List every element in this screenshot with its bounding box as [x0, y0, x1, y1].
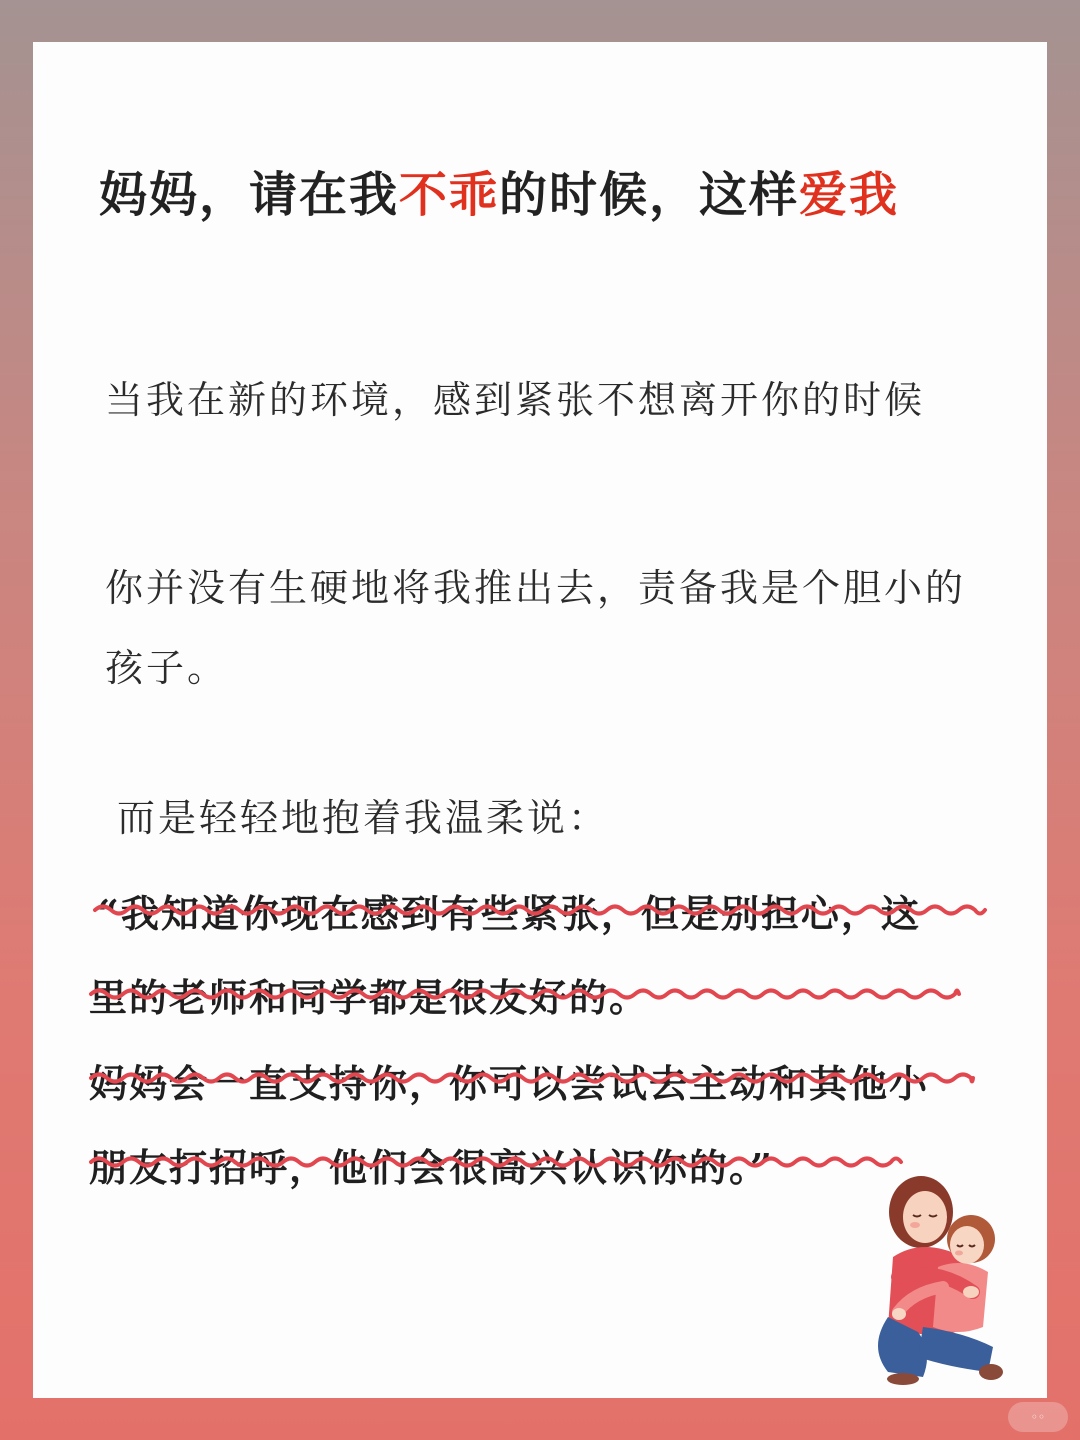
- quote-line-4: 朋友打招呼，他们会很高兴认识你的。”: [89, 1145, 774, 1190]
- paragraph-3: 而是轻轻地抱着我温柔说：: [117, 796, 610, 840]
- mother-hugging-child-illustration: [843, 1167, 1023, 1392]
- title-part-1: 妈妈，请在我: [99, 167, 400, 223]
- title-accent-1: 不乖: [399, 167, 500, 223]
- paragraph-2: 你并没有生硬地将我推出去，责备我是个胆小的孩子。: [105, 566, 967, 690]
- title-accent-2: 爱我: [799, 167, 900, 223]
- page-title: [99, 160, 999, 230]
- paragraph-1: 当我在新的环境，感到紧张不想离开你的时候: [105, 378, 926, 422]
- title-part-2: 的时候，这样: [499, 167, 800, 223]
- quote-line-2: 里的老师和同学都是很友好的。: [89, 975, 650, 1020]
- quote-line-1: “我知道你现在感到有些紧张，但是别担心，这: [97, 891, 921, 936]
- watermark-logo: ◦◦: [1008, 1402, 1068, 1432]
- content-card: [33, 42, 1047, 1398]
- quote-line-3: 妈妈会一直支持你，你可以尝试去主动和其他小: [89, 1061, 930, 1106]
